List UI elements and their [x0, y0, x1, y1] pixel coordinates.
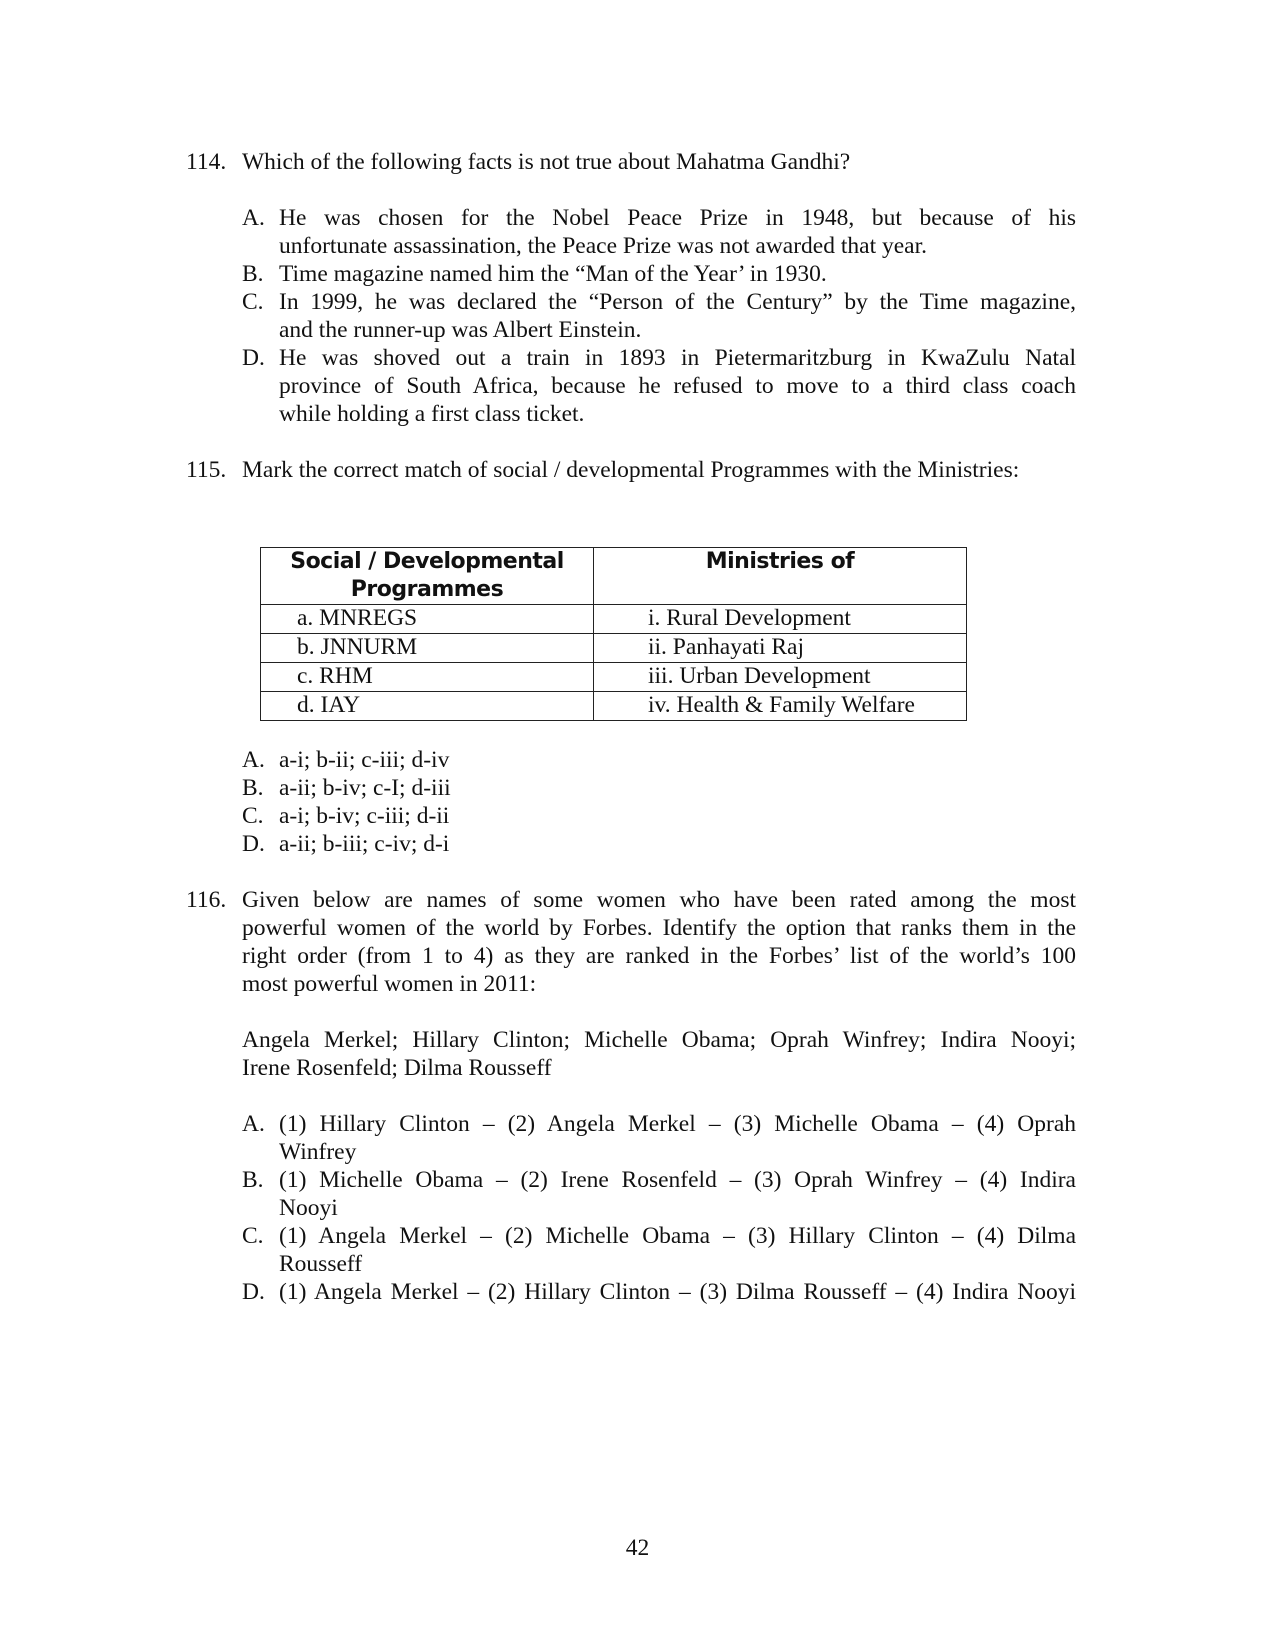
- table-cell: iv. Health & Family Welfare: [594, 692, 967, 721]
- option-letter: C.: [242, 1223, 264, 1249]
- table-cell: i. Rural Development: [594, 605, 967, 634]
- table-cell: ii. Panhayati Raj: [594, 634, 967, 663]
- question-text: Which of the following facts is not true about Mahatma Gandhi?: [242, 149, 851, 175]
- option-text: a-ii; b-iii; c-iv; d-i: [279, 831, 450, 857]
- option-letter: A.: [242, 205, 265, 231]
- option-letter: C.: [242, 803, 264, 829]
- option-text: (1) Michelle Obama – (2) Irene Rosenfeld – (3) Oprah Winfrey – (4) Indira: [279, 1167, 1076, 1193]
- table-row: [261, 605, 967, 634]
- option-text: a-i; b-ii; c-iii; d-iv: [279, 747, 450, 773]
- option-text: and the runner-up was Albert Einstein.: [279, 317, 642, 343]
- table-header-programmes: Social / Developmental Programmes: [261, 548, 594, 605]
- option-letter: B.: [242, 261, 264, 287]
- question-text: most powerful women in 2011:: [242, 971, 537, 997]
- table-cell: a. MNREGS: [261, 605, 594, 634]
- question-number: 114.: [186, 149, 227, 175]
- option-text: Winfrey: [279, 1139, 357, 1165]
- names-list: Angela Merkel; Hillary Clinton; Michelle Obama; Oprah Winfrey; Indira Nooyi;: [242, 1027, 1076, 1053]
- table-row: [261, 634, 967, 663]
- question-text: Mark the correct match of social / developmental Programmes with the Ministries:: [242, 457, 1020, 483]
- option-text: unfortunate assassination, the Peace Prize was not awarded that year.: [279, 233, 927, 259]
- option-text: a-i; b-iv; c-iii; d-ii: [279, 803, 450, 829]
- table-header-row: [261, 548, 967, 605]
- option-text: Nooyi: [279, 1195, 338, 1221]
- option-letter: D.: [242, 831, 265, 857]
- option-letter: B.: [242, 775, 264, 801]
- names-list: Irene Rosenfeld; Dilma Rousseff: [242, 1055, 552, 1081]
- option-text: province of South Africa, because he refused to move to a third class coach: [279, 373, 1076, 399]
- question-text: powerful women of the world by Forbes. Identify the option that ranks them in the: [242, 915, 1076, 941]
- table-cell: b. JNNURM: [261, 634, 594, 663]
- table-row: [261, 663, 967, 692]
- option-text: a-ii; b-iv; c-I; d-iii: [279, 775, 451, 801]
- option-text: Time magazine named him the “Man of the Year’ in 1930.: [279, 261, 827, 287]
- page-number: 42: [625, 1535, 650, 1561]
- matching-table: [260, 547, 967, 721]
- question-text: right order (from 1 to 4) as they are ranked in the Forbes’ list of the world’s 100: [242, 943, 1076, 969]
- question-text: Given below are names of some women who have been rated among the most: [242, 887, 1076, 913]
- table-cell: iii. Urban Development: [594, 663, 967, 692]
- option-text: while holding a first class ticket.: [279, 401, 585, 427]
- option-letter: B.: [242, 1167, 264, 1193]
- option-text: Rousseff: [279, 1251, 363, 1277]
- table-cell: d. IAY: [261, 692, 594, 721]
- option-letter: D.: [242, 345, 265, 371]
- option-letter: D.: [242, 1279, 265, 1305]
- option-letter: C.: [242, 289, 264, 315]
- table-row: [261, 692, 967, 721]
- question-number: 116.: [186, 887, 227, 913]
- option-text: In 1999, he was declared the “Person of the Century” by the Time magazine,: [279, 289, 1076, 315]
- option-text: He was shoved out a train in 1893 in Pietermaritzburg in KwaZulu Natal: [279, 345, 1076, 371]
- option-letter: A.: [242, 1111, 265, 1137]
- option-letter: A.: [242, 747, 265, 773]
- question-number: 115.: [186, 457, 227, 483]
- table-header-ministries: Ministries of: [594, 548, 967, 605]
- option-text: (1) Hillary Clinton – (2) Angela Merkel – (3) Michelle Obama – (4) Oprah: [279, 1111, 1076, 1137]
- option-text: He was chosen for the Nobel Peace Prize in 1948, but because of his: [279, 205, 1076, 231]
- table-cell: c. RHM: [261, 663, 594, 692]
- option-text: (1) Angela Merkel – (2) Hillary Clinton – (3) Dilma Rousseff – (4) Indira Nooyi: [279, 1279, 1076, 1305]
- option-text: (1) Angela Merkel – (2) Michelle Obama – (3) Hillary Clinton – (4) Dilma: [279, 1223, 1076, 1249]
